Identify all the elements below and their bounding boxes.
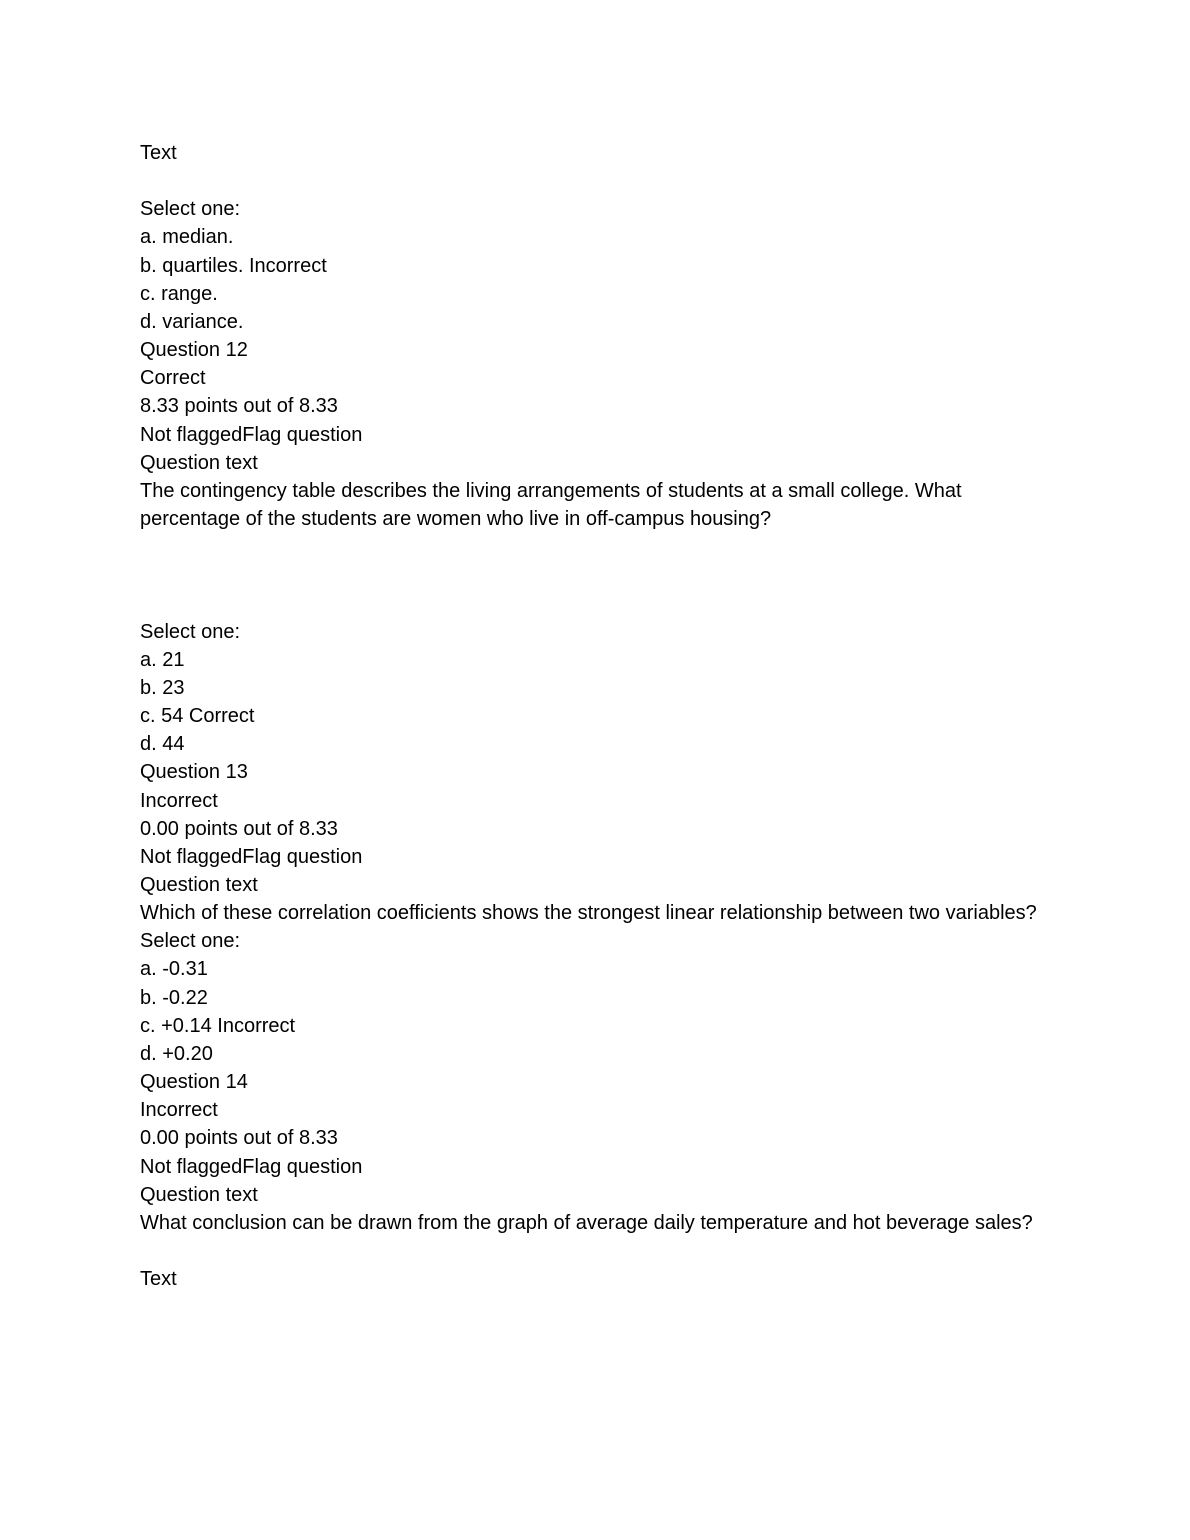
status-line: Correct (140, 367, 206, 390)
option-line: b. quartiles. Incorrect (140, 254, 327, 277)
option-line: d. variance. (140, 310, 244, 333)
option-line: a. median. (140, 226, 234, 249)
points-line: 0.00 points out of 8.33 (140, 1127, 338, 1150)
question-number-line: Question 12 (140, 339, 248, 362)
blank-line (140, 533, 1050, 561)
question-line: Which of these correlation coefficients shows the strongest linear relationship between two variables? (140, 902, 1037, 925)
image-placeholder-line: Text (140, 142, 177, 164)
status-line: Incorrect (140, 789, 218, 812)
option-line: c. +0.14 Incorrect (140, 1014, 296, 1037)
image-placeholder-line: Text (140, 1268, 177, 1291)
flag-line: Not flaggedFlag question (140, 845, 363, 868)
question-number-line: Question 13 (140, 761, 248, 784)
option-line: b. -0.22 (140, 986, 208, 1009)
option-line: a. 21 (140, 648, 185, 671)
prompt-line: Select one: (140, 930, 241, 953)
question-number-line: Question 14 (140, 1071, 248, 1094)
prompt-line: Select one: (140, 620, 241, 643)
status-line: Incorrect (140, 1099, 218, 1122)
blank-line (140, 1237, 1050, 1265)
blank-line (140, 167, 1050, 195)
prompt-line: Select one: (140, 198, 241, 221)
option-line: c. range. (140, 282, 218, 305)
label-line: Question text (140, 451, 258, 474)
option-line: b. 23 (140, 676, 185, 699)
flag-line: Not flaggedFlag question (140, 423, 363, 446)
points-line: 8.33 points out of 8.33 (140, 395, 338, 418)
option-line: a. -0.31 (140, 958, 208, 981)
flag-line: Not flaggedFlag question (140, 1155, 363, 1178)
label-line: Question text (140, 874, 258, 896)
points-line: 0.00 points out of 8.33 (140, 817, 338, 840)
label-line: Question text (140, 1183, 258, 1206)
question-line: The contingency table describes the living arrangements of students at a small college. What percentage of the students are women who live in off-campus housing? (140, 479, 962, 531)
blank-line (140, 561, 1050, 589)
question-line: What conclusion can be drawn from the graph of average daily temperature and hot beverage sales? (140, 1211, 1033, 1234)
option-line: d. 44 (140, 733, 185, 756)
document-body (140, 139, 1050, 1293)
option-line: c. 54 Correct (140, 705, 255, 728)
blank-line (140, 589, 1050, 617)
option-line: d. +0.20 (140, 1042, 213, 1065)
